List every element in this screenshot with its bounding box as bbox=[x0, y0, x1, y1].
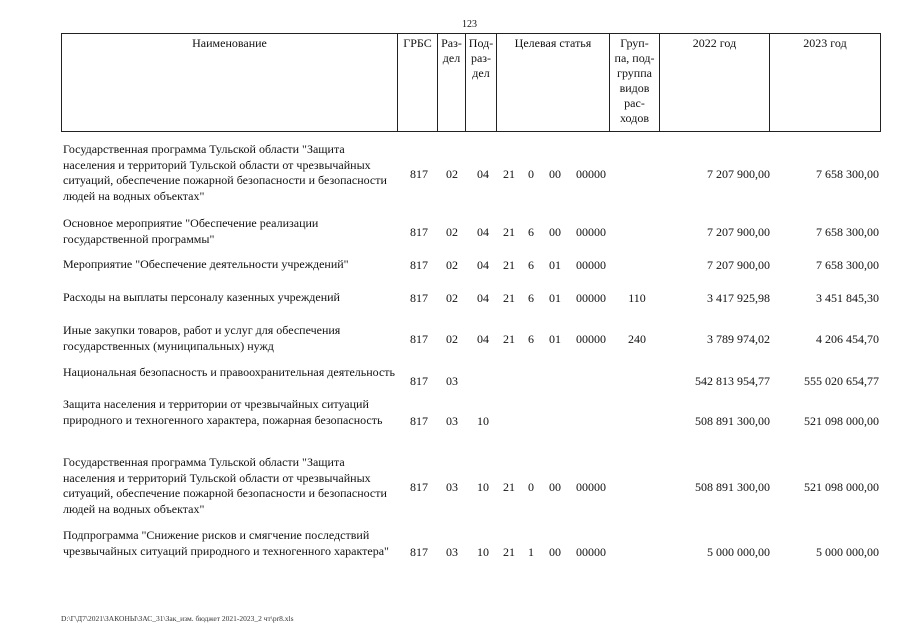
file-path-footer: D:\Г\Д7\2021\ЗАКОНЫ\ЗАС_31\Зак_изм. бюджет 2021-2023_2 чт\pr8.xls bbox=[61, 614, 294, 623]
row-grbs: 817 bbox=[410, 331, 428, 346]
row-target-program: 21 bbox=[503, 331, 515, 346]
header-year-2023-label: 2023 год bbox=[803, 36, 847, 50]
header-target-label: Целевая статья bbox=[514, 36, 592, 50]
header-year-2022 bbox=[660, 34, 770, 131]
table-row bbox=[0, 323, 905, 355]
row-target-direction: 00000 bbox=[576, 544, 606, 559]
row-target-direction: 00000 bbox=[576, 257, 606, 272]
row-target-subprogram: 6 bbox=[528, 224, 534, 239]
row-grbs: 817 bbox=[410, 166, 428, 181]
row-target-subprogram: 6 bbox=[528, 290, 534, 305]
table-row bbox=[0, 365, 905, 397]
row-expense-type: 110 bbox=[628, 290, 646, 305]
row-target-direction bbox=[570, 365, 612, 397]
row-amount-2023: 4 206 454,70 bbox=[816, 331, 879, 346]
row-target-direction: 00000 bbox=[576, 224, 606, 239]
row-razdel: 02 bbox=[446, 331, 458, 346]
row-name: Государственная программа Тульской области "Защита населения и территорий Тульской области от чрезвычайных ситуаций, обеспечение пожарной безопасности и безопасности людей на водных объектах" bbox=[63, 142, 387, 203]
table-row bbox=[0, 290, 905, 306]
header-group bbox=[610, 34, 660, 131]
row-amount-2022: 3 789 974,02 bbox=[707, 331, 770, 346]
row-name: Расходы на выплаты персоналу казенных учреждений bbox=[63, 290, 340, 304]
row-grbs: 817 bbox=[410, 373, 428, 388]
row-podrazdel: 10 bbox=[477, 544, 489, 559]
row-podrazdel: 04 bbox=[477, 166, 489, 181]
row-target-subprogram bbox=[524, 365, 538, 397]
row-target-event: 01 bbox=[549, 290, 561, 305]
header-group-line: видов bbox=[619, 81, 650, 95]
header-year-2023 bbox=[770, 34, 880, 131]
row-target-direction: 00000 bbox=[576, 166, 606, 181]
row-target-direction: 00000 bbox=[576, 479, 606, 494]
row-podrazdel: 04 bbox=[477, 257, 489, 272]
row-amount-2022: 5 000 000,00 bbox=[707, 544, 770, 559]
row-expense-type bbox=[618, 216, 656, 248]
header-podrazdel-line: Под- bbox=[468, 36, 494, 50]
row-razdel: 03 bbox=[446, 479, 458, 494]
table-row bbox=[0, 142, 905, 206]
header-group-line: ходов bbox=[620, 111, 649, 125]
row-amount-2022: 508 891 300,00 bbox=[695, 413, 770, 428]
row-amount-2023: 5 000 000,00 bbox=[816, 544, 879, 559]
row-podrazdel: 04 bbox=[477, 290, 489, 305]
row-target-subprogram: 1 bbox=[528, 544, 534, 559]
row-amount-2023: 3 451 845,30 bbox=[816, 290, 879, 305]
header-podrazdel-line: раз- bbox=[470, 51, 492, 65]
row-target-subprogram: 0 bbox=[528, 166, 534, 181]
row-target-program: 21 bbox=[503, 479, 515, 494]
row-name: Подпрограмма "Снижение рисков и смягчение последствий чрезвычайных ситуаций природного и техногенного характера" bbox=[63, 528, 389, 558]
row-target-event: 00 bbox=[549, 479, 561, 494]
header-year-2022-label: 2022 год bbox=[692, 36, 737, 50]
row-podrazdel: 04 bbox=[477, 331, 489, 346]
table-row bbox=[0, 397, 905, 445]
row-target-direction bbox=[570, 397, 612, 445]
row-target-event: 01 bbox=[549, 257, 561, 272]
row-razdel: 02 bbox=[446, 290, 458, 305]
header-group-line: группа bbox=[617, 66, 652, 80]
row-amount-2023: 7 658 300,00 bbox=[816, 257, 879, 272]
table-header bbox=[61, 33, 881, 132]
row-target-event: 01 bbox=[549, 331, 561, 346]
row-target-program: 21 bbox=[503, 544, 515, 559]
row-name: Иные закупки товаров, работ и услуг для обеспечения государственных (муниципальных) нужд bbox=[63, 323, 341, 353]
row-target-event bbox=[544, 365, 566, 397]
row-amount-2022: 7 207 900,00 bbox=[707, 224, 770, 239]
row-amount-2023: 7 658 300,00 bbox=[816, 224, 879, 239]
row-target-subprogram: 0 bbox=[528, 479, 534, 494]
row-name: Защита населения и территории от чрезвычайных ситуаций природного и техногенного характера, пожарная безопасность bbox=[63, 397, 383, 427]
row-grbs: 817 bbox=[410, 257, 428, 272]
row-razdel: 03 bbox=[446, 373, 458, 388]
row-target-subprogram bbox=[524, 397, 538, 445]
row-target-program: 21 bbox=[503, 290, 515, 305]
row-podrazdel bbox=[470, 365, 496, 397]
row-target-event bbox=[544, 397, 566, 445]
header-razdel bbox=[438, 34, 466, 131]
row-grbs: 817 bbox=[410, 544, 428, 559]
row-target-subprogram: 6 bbox=[528, 331, 534, 346]
header-razdel-line: Раз- bbox=[441, 36, 462, 50]
row-razdel: 03 bbox=[446, 544, 458, 559]
row-expense-type: 240 bbox=[628, 331, 646, 346]
row-target-program: 21 bbox=[503, 257, 515, 272]
row-amount-2023: 521 098 000,00 bbox=[804, 413, 879, 428]
header-group-line: Груп- bbox=[620, 36, 649, 50]
header-name bbox=[62, 34, 398, 131]
row-amount-2023: 521 098 000,00 bbox=[804, 479, 879, 494]
row-target-event: 00 bbox=[549, 544, 561, 559]
row-name: Государственная программа Тульской области "Защита населения и территорий Тульской области от чрезвычайных ситуаций, обеспечение пожарной безопасности и безопасности людей на водных объектах" bbox=[63, 455, 387, 516]
table-row bbox=[0, 216, 905, 248]
row-amount-2023: 555 020 654,77 bbox=[804, 373, 879, 388]
row-target-subprogram: 6 bbox=[528, 257, 534, 272]
row-target-event: 00 bbox=[549, 166, 561, 181]
row-amount-2022: 542 813 954,77 bbox=[695, 373, 770, 388]
table-row bbox=[0, 528, 905, 576]
row-amount-2022: 7 207 900,00 bbox=[707, 166, 770, 181]
row-target-event: 00 bbox=[549, 224, 561, 239]
row-razdel: 02 bbox=[446, 224, 458, 239]
row-expense-type bbox=[618, 142, 656, 206]
row-target-direction: 00000 bbox=[576, 331, 606, 346]
row-podrazdel: 10 bbox=[477, 479, 489, 494]
header-target bbox=[497, 34, 610, 131]
row-expense-type bbox=[618, 257, 656, 273]
page-number: 123 bbox=[462, 19, 477, 30]
row-name: Основное мероприятие "Обеспечение реализации государственной программы" bbox=[63, 216, 319, 246]
row-grbs: 817 bbox=[410, 479, 428, 494]
row-name: Мероприятие "Обеспечение деятельности учреждений" bbox=[63, 257, 349, 271]
row-target-program bbox=[500, 397, 518, 445]
header-grbs-label: ГРБС bbox=[403, 36, 432, 50]
row-amount-2022: 508 891 300,00 bbox=[695, 479, 770, 494]
row-grbs: 817 bbox=[410, 413, 428, 428]
row-expense-type bbox=[618, 528, 656, 576]
table-row bbox=[0, 455, 905, 519]
row-podrazdel: 10 bbox=[477, 413, 489, 428]
row-amount-2022: 7 207 900,00 bbox=[707, 257, 770, 272]
row-target-program: 21 bbox=[503, 166, 515, 181]
header-group-line: па, под- bbox=[614, 51, 655, 65]
row-expense-type bbox=[618, 397, 656, 445]
row-expense-type bbox=[618, 365, 656, 397]
table-row bbox=[0, 257, 905, 273]
row-amount-2022: 3 417 925,98 bbox=[707, 290, 770, 305]
header-name-label: Наименование bbox=[192, 36, 267, 50]
row-razdel: 02 bbox=[446, 257, 458, 272]
row-grbs: 817 bbox=[410, 224, 428, 239]
row-razdel: 02 bbox=[446, 166, 458, 181]
row-expense-type bbox=[618, 455, 656, 519]
row-amount-2023: 7 658 300,00 bbox=[816, 166, 879, 181]
row-razdel: 03 bbox=[446, 413, 458, 428]
row-grbs: 817 bbox=[410, 290, 428, 305]
header-podrazdel-line: дел bbox=[472, 66, 490, 80]
header-grbs bbox=[398, 34, 438, 131]
header-podrazdel bbox=[466, 34, 497, 131]
row-podrazdel: 04 bbox=[477, 224, 489, 239]
header-group-line: рас- bbox=[624, 96, 645, 110]
header-razdel-line: дел bbox=[442, 51, 461, 65]
row-name: Национальная безопасность и правоохранительная деятельность bbox=[63, 365, 396, 379]
row-target-program: 21 bbox=[503, 224, 515, 239]
row-target-program bbox=[500, 365, 518, 397]
row-target-direction: 00000 bbox=[576, 290, 606, 305]
